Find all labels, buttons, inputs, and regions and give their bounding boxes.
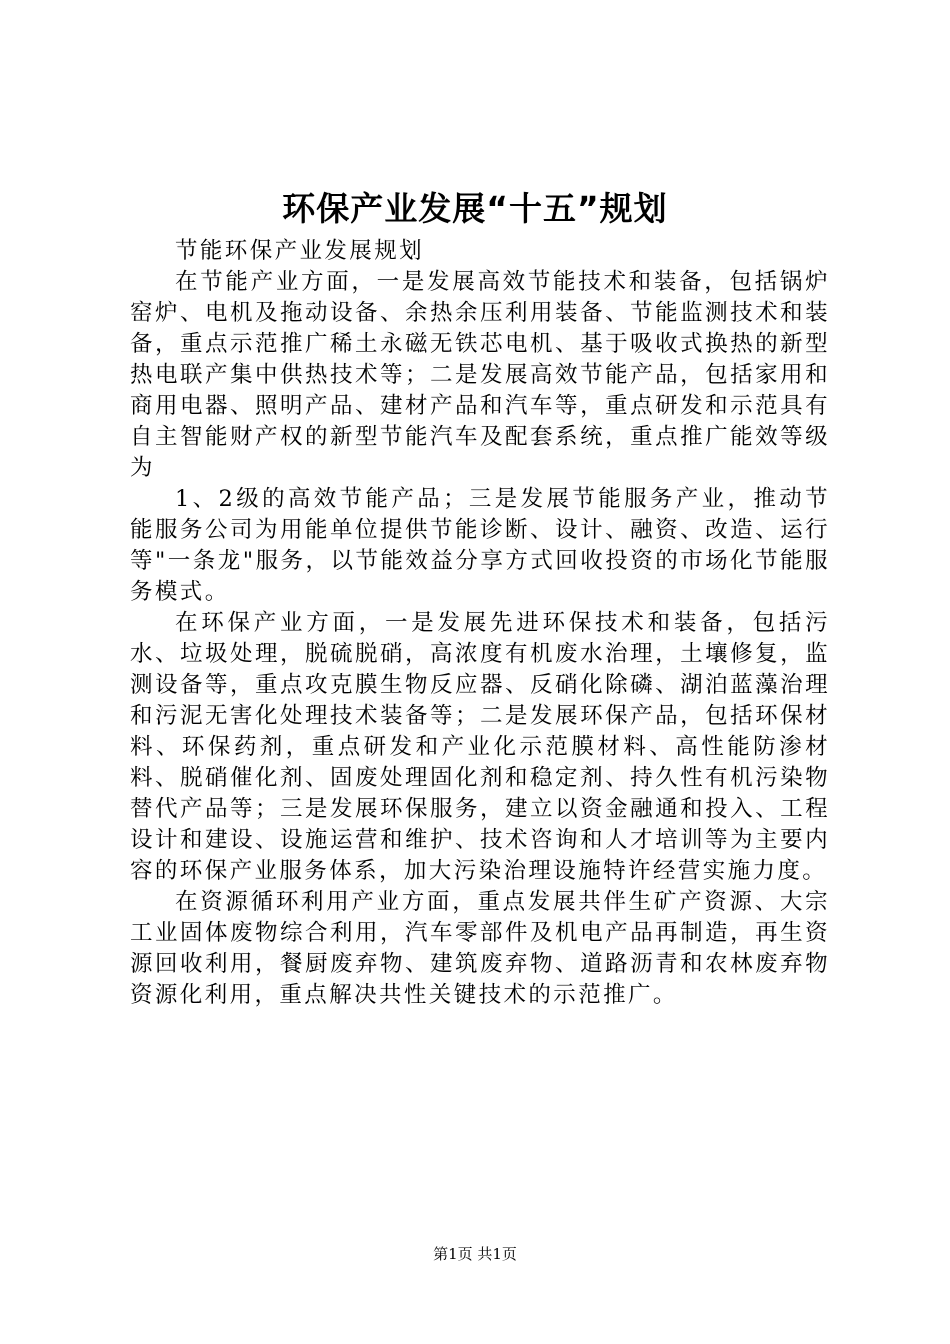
paragraph-energy-saving: 在节能产业方面，一是发展高效节能技术和装备，包括锅炉窑炉、电机及拖动设备、余热余压利用装备、节能监测技术和装备，重点示范推广稀土永磁无铁芯电机、基于吸收式换热的新型热电联产集中供热技术等；二是发展高效节能产品，包括家用和商用电器、照明产品、建材产品和汽车等，重点研发和示范具有自主智能财产权的新型节能汽车及配套系统，重点推广能效等级为 — [130, 269, 830, 481]
page-footer: 第1页 共1页 — [433, 1245, 517, 1263]
paragraph-environmental: 在环保产业方面，一是发展先进环保技术和装备，包括污水、垃圾处理，脱硫脱硝，高浓度有机废水治理，土壤修复，监测设备等，重点攻克膜生物反应器、反硝化除磷、湖泊蓝藻治理和污泥无害化处理技术装备等；二是发展环保产品，包括环保材料、环保药剂，重点研发和产业化示范膜材料、高性能防渗材料、脱硝催化剂、固废处理固化剂和稳定剂、持久性有机污染物替代产品等；三是发展环保服务，建立以资金融通和投入、工程设计和建设、设施运营和维护、技术咨询和人才培训等为主要内容的环保产业服务体系，加大污染治理设施特许经营实施力度。 — [130, 610, 830, 884]
paragraph-energy-services: 1、2级的高效节能产品；三是发展节能服务产业，推动节能服务公司为用能单位提供节能诊断、设计、融资、改造、运行等"一条龙"服务，以节能效益分享方式回收投资的市场化节能服务模式。 — [130, 486, 830, 605]
paragraph-recycling: 在资源循环利用产业方面，重点发展共伴生矿产资源、大宗工业固体废物综合利用，汽车零部件及机电产品再制造，再生资源回收利用，餐厨废弃物、建筑废弃物、道路沥青和农林废弃物资源化利用，重点解决共性关键技术的示范推广。 — [130, 889, 830, 1008]
paragraph-subtitle: 节能环保产业发展规划 — [175, 238, 425, 264]
document-body — [130, 236, 830, 1011]
document-title: 环保产业发展“十五”规划 — [282, 189, 668, 228]
